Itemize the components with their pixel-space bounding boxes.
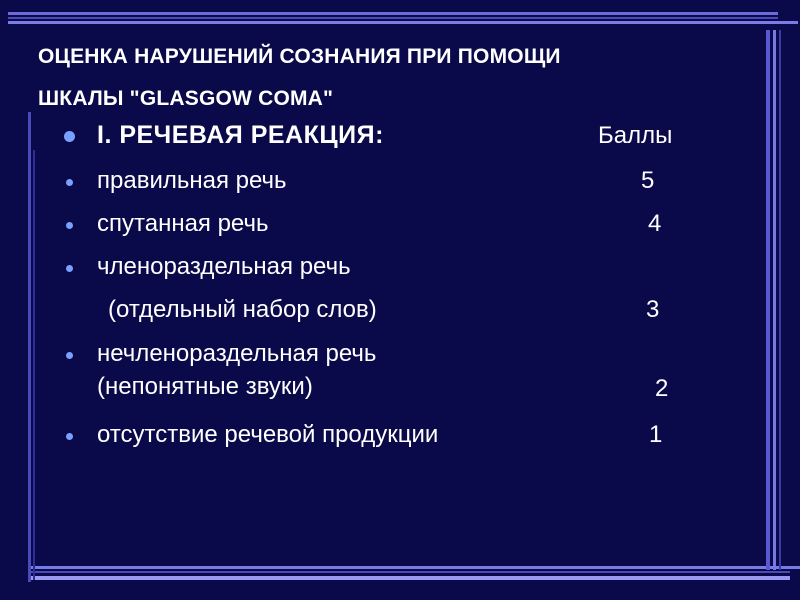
item-label: членораздельная речь (97, 253, 351, 280)
frame-stripe-bottom (30, 571, 790, 573)
item-score: 2 (655, 375, 669, 402)
item-sublabel: (отдельный набор слов) (108, 296, 377, 323)
item-sublabel: (непонятные звуки) (97, 373, 313, 400)
section-heading-row (0, 121, 800, 153)
list-item-sub (0, 373, 800, 403)
frame-stripe-bottom (30, 566, 800, 569)
section-heading: I. РЕЧЕВАЯ РЕАКЦИЯ: (97, 121, 384, 149)
item-score: 3 (646, 296, 660, 323)
item-label: спутанная речь (97, 210, 269, 237)
frame-stripe-top (8, 17, 778, 19)
list-item-sub (0, 296, 800, 326)
bullet-icon (66, 222, 73, 229)
list-item (0, 210, 800, 240)
bullet-icon (64, 131, 75, 142)
bullet-icon (66, 265, 73, 272)
slide-title-line-2: ШКАЛЫ "GLASGOW COMA" (38, 87, 334, 110)
bullet-icon (66, 352, 73, 359)
bullet-icon (66, 179, 73, 186)
item-score: 4 (648, 210, 662, 237)
slide-title (38, 36, 738, 120)
frame-stripe-top (8, 21, 798, 24)
list-item (0, 340, 800, 370)
list-item (0, 167, 800, 197)
bullet-icon (66, 433, 73, 440)
item-score: 1 (649, 421, 663, 448)
list-item (0, 421, 800, 451)
item-score: 5 (641, 167, 655, 194)
list-item (0, 253, 800, 283)
item-label: нечленораздельная речь (97, 340, 377, 367)
item-label: отсутствие речевой продукции (97, 421, 439, 448)
score-header: Баллы (598, 122, 673, 149)
item-label: правильная речь (97, 167, 287, 194)
frame-stripe-bottom (30, 576, 790, 580)
frame-stripe-top (8, 12, 778, 15)
slide-title-line-1: ОЦЕНКА НАРУШЕНИЙ СОЗНАНИЯ ПРИ ПОМОЩИ (38, 45, 561, 68)
